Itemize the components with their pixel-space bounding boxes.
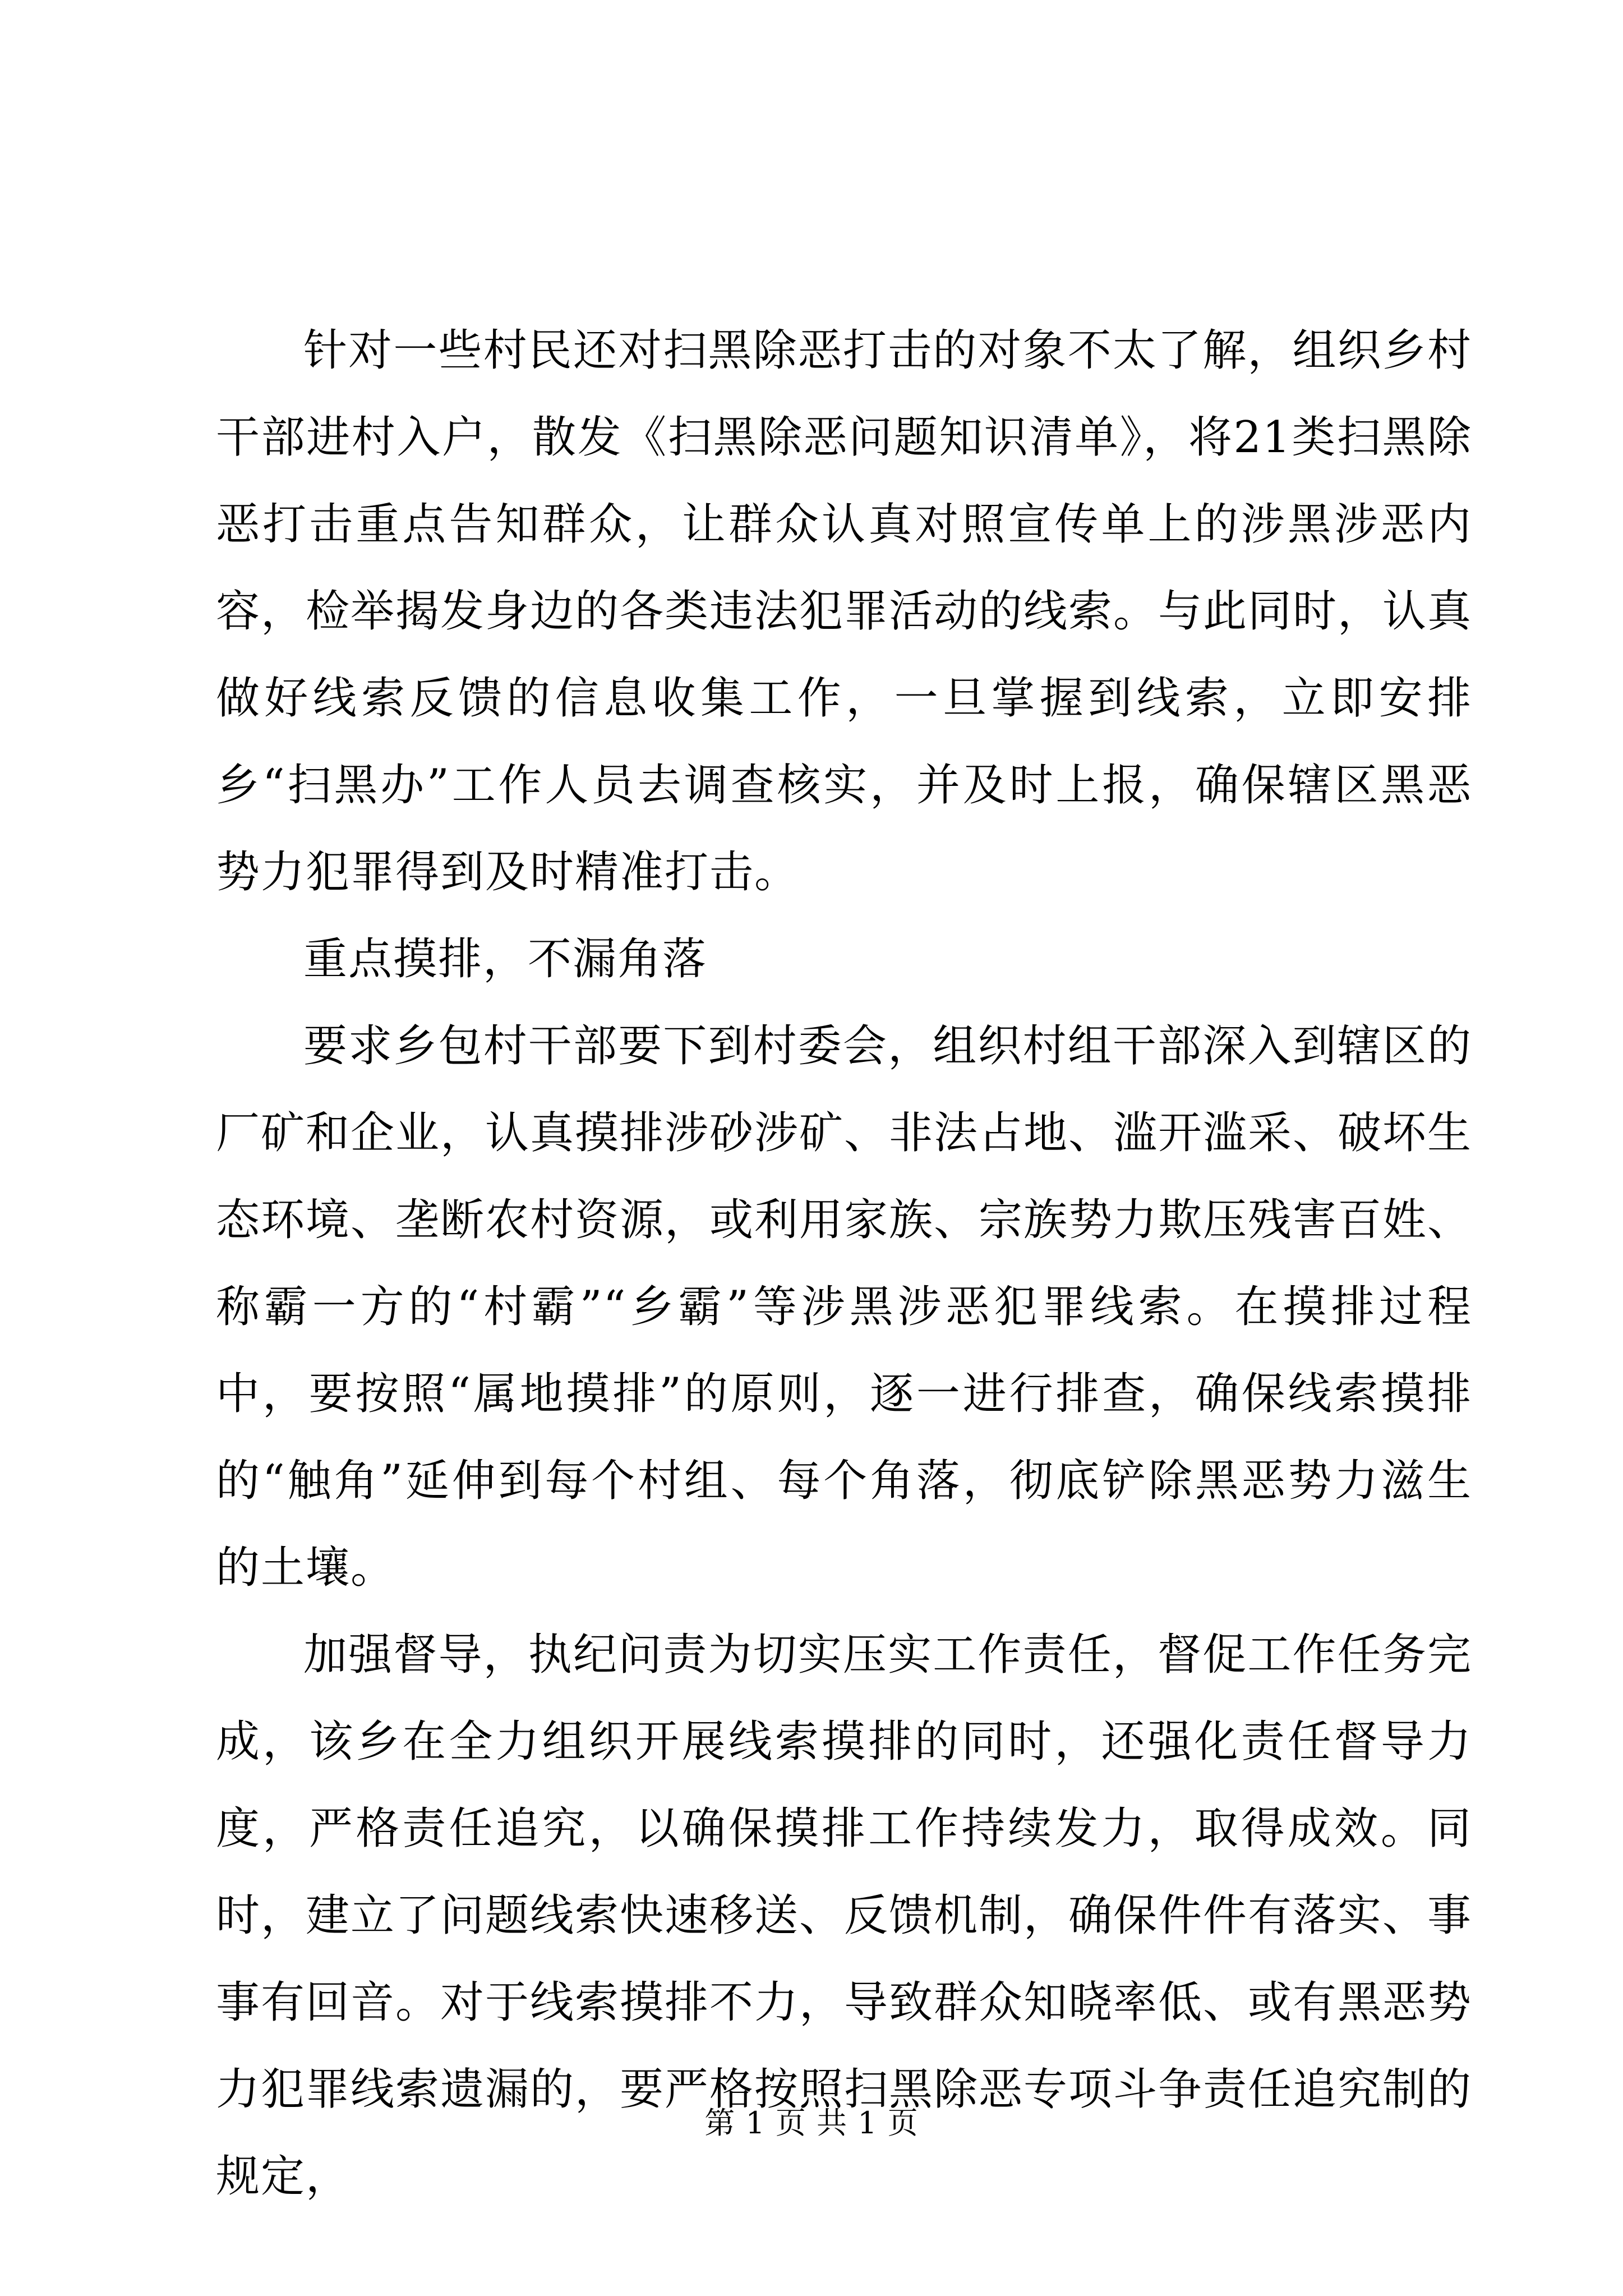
- page-number-footer: 第 1 页 共 1 页: [704, 2105, 919, 2141]
- paragraph-village-investigation: 要求乡包村干部要下到村委会，组织村组干部深入到辖区的厂矿和企业，认真摸排涉砂涉矿、非法占地、滥开滥采、破坏生态环境、垄断农村资源，或利用家族、宗族势力欺压残害百姓、称霸一方的“村霸”“乡霸”等涉黑涉恶犯罪线索。在摸排过程中，要按照“属地摸排”的原则，逐一进行排查，确保线索摸排的“触角”延伸到每个村组、每个角落，彻底铲除黑恶势力滋生的土壤。: [216, 1021, 1473, 1593]
- paragraph-supervision-accountability: 加强督导，执纪问责为切实压实工作责任，督促工作任务完成，该乡在全力组织开展线索摸排的同时，还强化责任督导力度，严格责任追究，以确保摸排工作持续发力，取得成效。同时，建立了问题线索快速移送、反馈机制，确保件件有落实、事事有回音。对于线索摸排不力，导致群众知晓率低、或有黑恶势力犯罪线索遗漏的，要严格按照扫黑除恶专项斗争责任追究制的规定，: [216, 1630, 1473, 2202]
- document-body: [216, 307, 1472, 2220]
- paragraph-clue-collection: 针对一些村民还对扫黑除恶打击的对象不太了解，组织乡村干部进村入户，散发《扫黑除恶问题知识清单》，将21类扫黑除恶打击重点告知群众，让群众认真对照宣传单上的涉黑涉恶内容，检举揭发身边的各类违法犯罪活动的线索。与此同时，认真做好线索反馈的信息收集工作，一旦掌握到线索，立即安排乡“扫黑办”工作人员去调查核实，并及时上报，确保辖区黑恶势力犯罪得到及时精准打击。: [216, 325, 1473, 898]
- section-heading-key-investigation: 重点摸排，不漏角落: [303, 934, 708, 984]
